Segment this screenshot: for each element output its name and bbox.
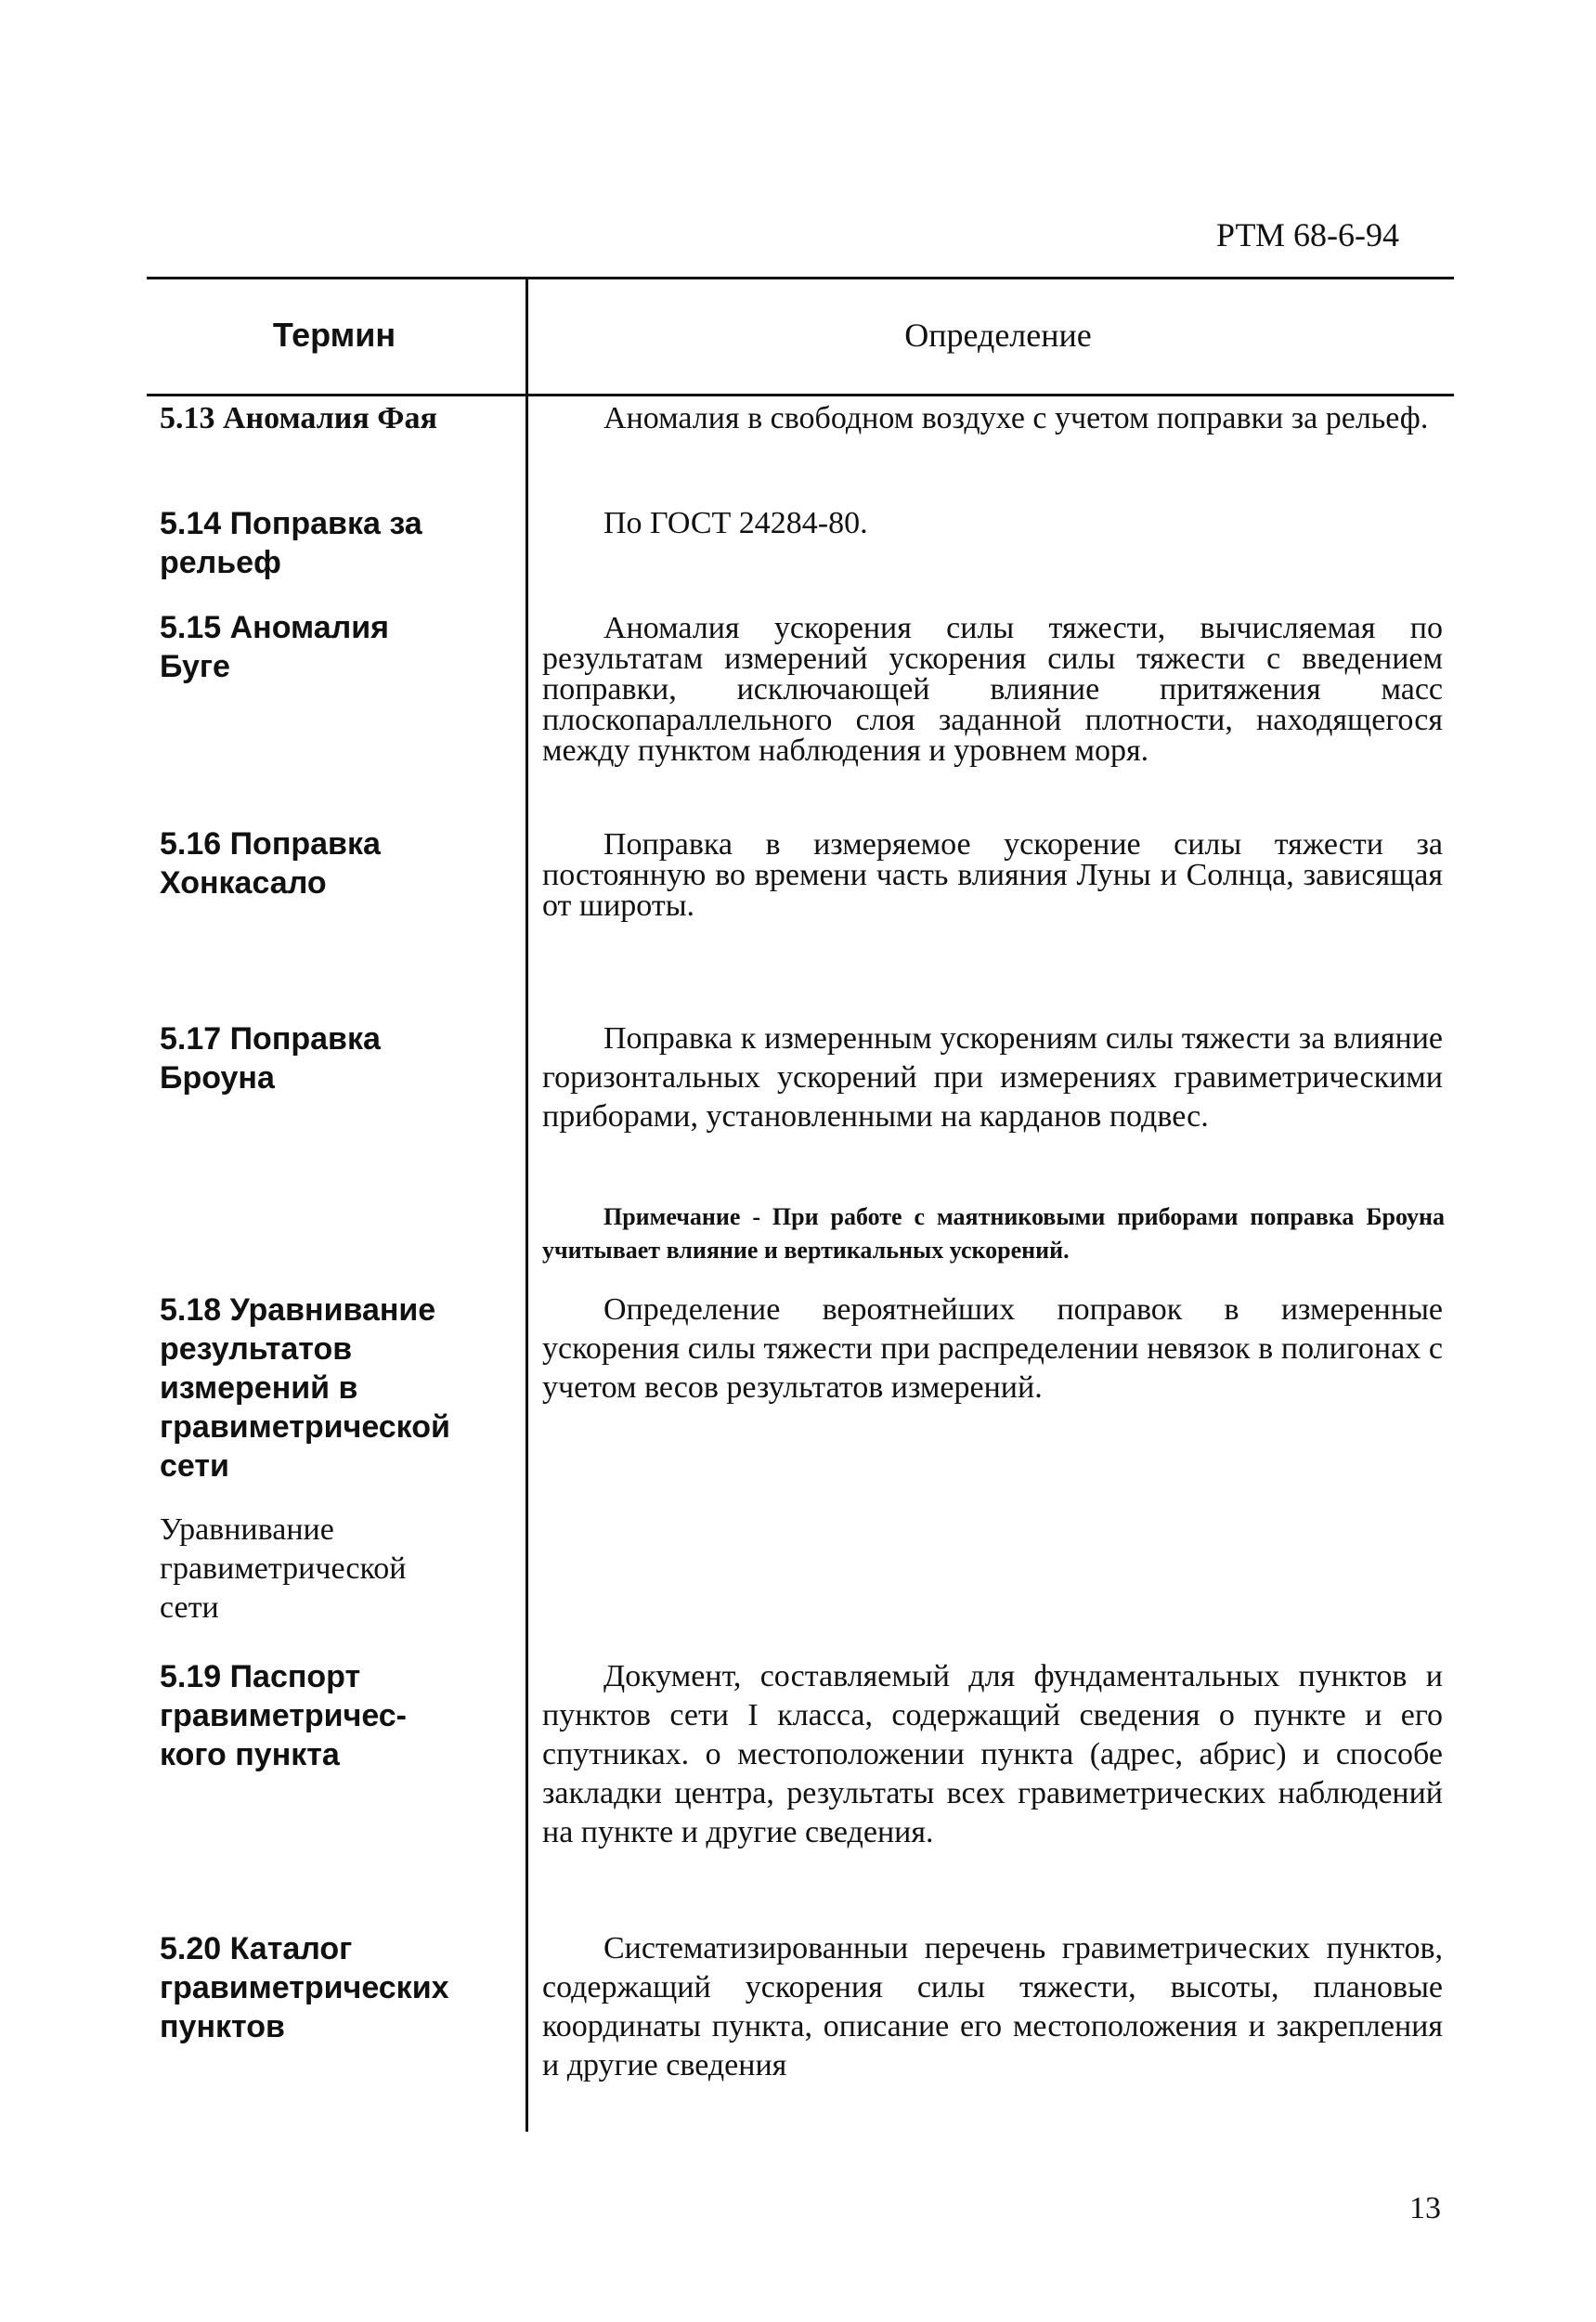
table-top-rule (147, 277, 1454, 279)
term-5-18: 5.18 Уравнивание результатов измерений в гравиметрической сети (160, 1292, 450, 1484)
term-5-20: 5.20 Каталог гравиметрических пунктов (160, 1931, 449, 2044)
definition-5-13: Аномалия в свободном воздухе с учетом поправки за рельеф. (603, 401, 1429, 435)
definition-5-16: Поправка в измеряемое ускорение силы тяжести за постоянную во времени часть влияния Луны и Солнца, зависящая от широты. (542, 827, 1443, 923)
term-5-15: 5.15 Аномалия Буге (160, 610, 389, 684)
page-number: 13 (1409, 2191, 1441, 2225)
table-header-rule (147, 394, 1454, 396)
table-column-divider (526, 277, 528, 2132)
term-5-14: 5.14 Поправка за рельеф (160, 506, 422, 580)
term-5-13: 5.13 Аномалия Фая (160, 401, 437, 435)
document-code: РТМ 68-6-94 (1216, 216, 1399, 253)
definition-5-18: Определение вероятнейших поправок в измеренные ускорения силы тяжести при распределении невязок в полигонах с учетом весов результатов измерений. (542, 1292, 1443, 1405)
definition-5-19: Документ, составляемый для фундаментальных пунктов и пунктов сети I класса, содержащий сведения о пункте и его спутниках. о местоположении пункта (адрес, абрис) и способе закладки центра, результаты всех гравиметрических наблюдений на пункте и другие сведения. (542, 1659, 1443, 1849)
definition-5-17: Поправка к измеренным ускорениям силы тяжести за влияние горизонтальных ускорений при измерениях гравиметрическими приборами, установленными на карданов подвес. (542, 1021, 1443, 1134)
synonym-5-18: Уравнивание гравиметрической сети (160, 1512, 407, 1625)
term-5-17: 5.17 Поправка Броуна (160, 1021, 381, 1096)
definition-5-15: Аномалия ускорения силы тяжести, вычисляемая по результатам измерений ускорения силы тяжести с введением поправки, исключающей влияние притяжения масс плоскопараллельного слоя заданной плотности, находящегося между пунктом наблюдения и уровнем моря. (542, 611, 1443, 768)
term-5-19: 5.19 Паспорт гравиметричес- кого пункта (160, 1659, 408, 1772)
definition-5-14: По ГОСТ 24284-80. (603, 506, 868, 540)
table-header-term: Термин (272, 316, 396, 354)
term-5-16: 5.16 Поправка Хонкасало (160, 826, 381, 901)
table-header-definition: Определение (904, 317, 1092, 354)
note-5-17: Примечание - При работе с маятниковыми приборами поправка Броуна учитывает влияние и вертикальных ускорений. (542, 1203, 1445, 1264)
definition-5-20: Систематизированныи перечень гравиметрических пунктов, содержащий ускорения силы тяжести, высоты, плановые координаты пункта, описание его местоположения и закрепления и другие сведения (542, 1931, 1443, 2082)
